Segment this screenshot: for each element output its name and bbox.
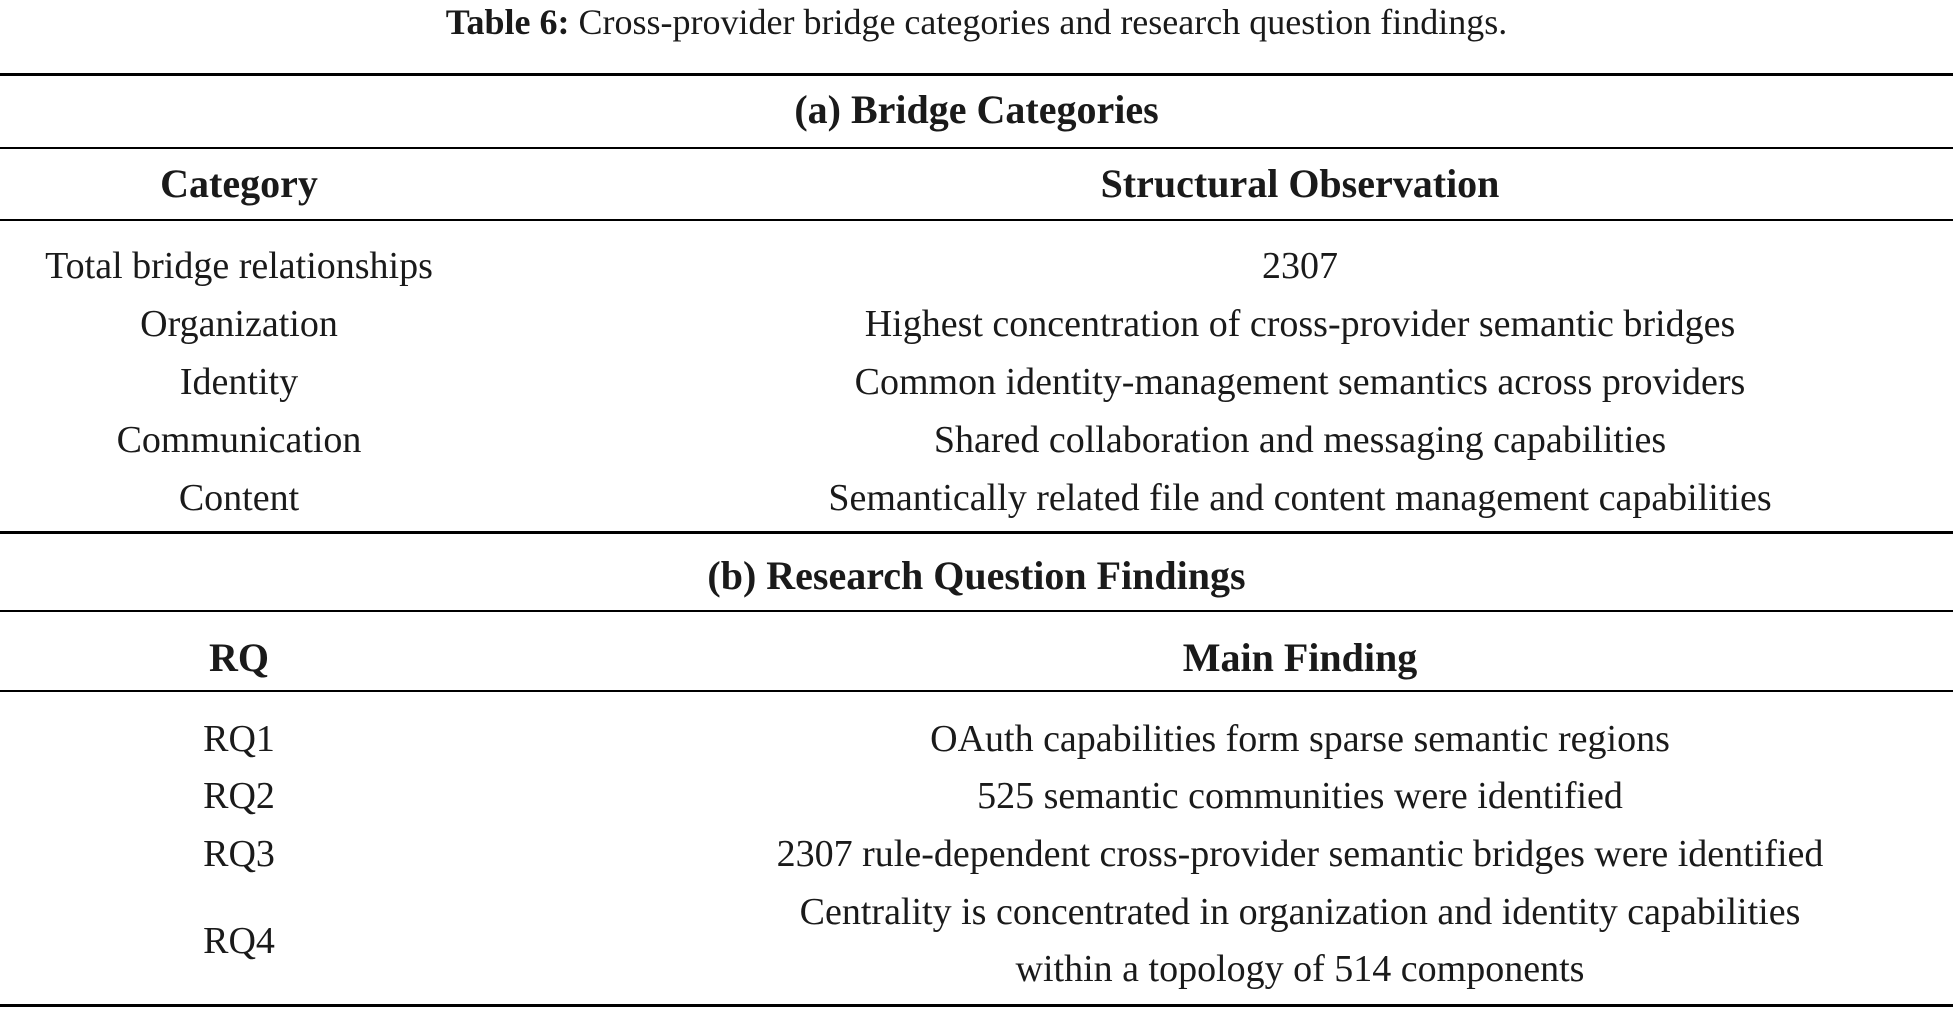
observation-cell: Shared collaboration and messaging capabilities bbox=[933, 419, 1667, 461]
finding-cell: OAuth capabilities form sparse semantic regions bbox=[930, 718, 1670, 760]
section-a-title: (a) Bridge Categories bbox=[794, 87, 1159, 132]
finding-cell-line-2: within a topology of 514 components bbox=[1015, 948, 1585, 990]
observation-cell: Semantically related file and content management capabilities bbox=[828, 477, 1772, 519]
finding-cell-line-1: Centrality is concentrated in organization and identity capabilities bbox=[799, 891, 1801, 933]
table-caption bbox=[0, 0, 1953, 50]
header-main-finding: Main Finding bbox=[1182, 635, 1418, 680]
top-rule bbox=[0, 73, 1953, 76]
header-category: Category bbox=[160, 161, 318, 206]
observation-cell: Highest concentration of cross-provider semantic bridges bbox=[864, 303, 1736, 345]
bottom-rule bbox=[0, 1004, 1953, 1007]
category-cell: Organization bbox=[140, 303, 338, 345]
category-cell: Content bbox=[178, 477, 300, 519]
caption-label: Table 6: bbox=[445, 2, 570, 42]
category-cell: Total bridge relationships bbox=[45, 245, 433, 287]
rq-cell: RQ4 bbox=[203, 920, 275, 962]
rq-cell: RQ1 bbox=[203, 718, 275, 760]
header-structural-observation: Structural Observation bbox=[1100, 161, 1500, 206]
observation-cell: 2307 bbox=[1262, 245, 1338, 287]
header-rq: RQ bbox=[209, 635, 269, 680]
rq-cell: RQ2 bbox=[203, 775, 275, 817]
section-b-title: (b) Research Question Findings bbox=[707, 553, 1246, 598]
finding-cell: 525 semantic communities were identified bbox=[977, 775, 1623, 817]
section-a-title-rule bbox=[0, 147, 1953, 149]
section-b-header-rule bbox=[0, 690, 1953, 692]
finding-cell: 2307 rule-dependent cross-provider semantic bridges were identified bbox=[776, 833, 1824, 875]
observation-cell: Common identity-management semantics across providers bbox=[854, 361, 1746, 403]
section-divider-rule bbox=[0, 531, 1953, 534]
category-cell: Communication bbox=[116, 419, 362, 461]
section-a-header-rule bbox=[0, 219, 1953, 221]
category-cell: Identity bbox=[179, 361, 299, 403]
section-b-title-rule bbox=[0, 610, 1953, 612]
caption-text: Cross-provider bridge categories and research question findings. bbox=[578, 2, 1508, 42]
rq-cell: RQ3 bbox=[203, 833, 275, 875]
